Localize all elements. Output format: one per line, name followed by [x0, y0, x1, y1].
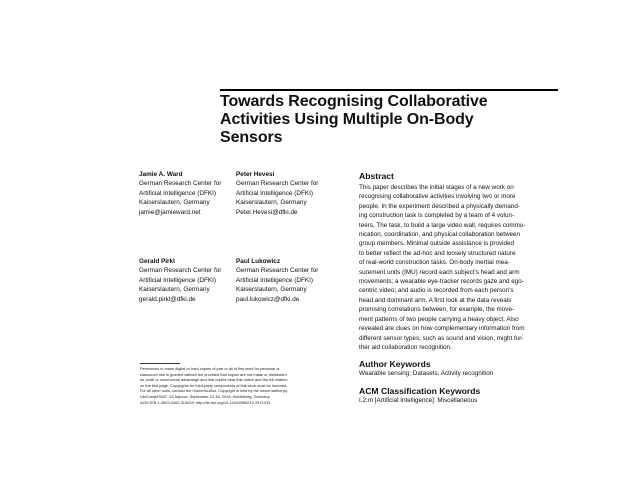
author-email: jamie@jamieward.net: [139, 208, 201, 216]
acm-classification-text: I.2.m [Artificial Intelligence]: Miscellaneous: [359, 397, 478, 404]
abstract-line: ment patterns of two people carrying a heavy object. Also: [359, 315, 519, 323]
author-affiliation: German Research Center for: [236, 267, 319, 275]
abstract-line: different sensor types, such as sound and vision, might fur-: [359, 334, 524, 342]
abstract-line: people. In the experiment described a physically demand-: [359, 202, 521, 210]
abstract-line: revealed are clues on how complementary information from: [359, 325, 525, 333]
author-email: Peter.Hevesi@dfki.de: [236, 208, 298, 216]
title-line: Activities Using Multiple On-Body: [220, 111, 474, 128]
author-affiliation: Artificial Intelligence (DFKI): [139, 276, 217, 284]
author-block-pirkl: [139, 257, 237, 304]
author-keywords-text: Wearable sensing; Datasets; Activity recognition: [359, 370, 494, 377]
abstract-line: of real-world construction tasks. On-body inertial mea-: [359, 259, 510, 267]
paper-title: [220, 93, 560, 147]
abstract-line: surement units (IMU) record each subject's head and arm: [359, 268, 520, 276]
author-affiliation: Artificial Intelligence (DFKI): [236, 189, 314, 197]
abstract-line: ther aid collaboration recognition.: [359, 343, 452, 351]
author-affiliation: German Research Center for: [139, 180, 222, 188]
abstract-line: head and dominant arm. A first look at the data reveals: [359, 296, 512, 304]
title-line: Sensors: [220, 129, 283, 146]
abstract-body: [359, 183, 569, 352]
notice-line: Permission to make digital or hard copies of part or all of this work for personal or: [140, 366, 280, 371]
abstract-line: centric video; and audio is recorded from each person's: [359, 287, 514, 295]
author-location: Kaiserslautern, Germany: [139, 286, 210, 294]
notice-line: on the first page. Copyrights for third-party components of this work must be honored.: [140, 382, 288, 388]
notice-line: UbiComp/ISWC '16 Adjunct, September 12-16, 2016, Heidelberg, Germany: [140, 393, 270, 399]
author-name: Jamie A. Ward: [139, 171, 183, 178]
abstract-line: to better reflect the ad-hoc and loosely structured nature: [359, 249, 516, 257]
title-line: Towards Recognising Collaborative: [220, 93, 488, 110]
abstract-line: ing construction task is completed by a team of 4 volun-: [359, 212, 515, 220]
author-affiliation: German Research Center for: [139, 267, 222, 275]
notice-line: for profit or commercial advantage and that copies bear this notice and the full citation: [140, 377, 288, 383]
abstract-line: This paper describes the initial stages of a new work on: [359, 184, 514, 191]
abstract-heading: Abstract: [359, 171, 394, 181]
author-name: Gerald Pirkl: [139, 258, 175, 265]
author-affiliation: Artificial Intelligence (DFKI): [139, 189, 217, 197]
notice-line: For all other uses, contact the Owner/Author. Copyright is held by the owner/author(s).: [140, 388, 289, 394]
abstract-line: recognising collaborative activities involving two or more: [359, 193, 516, 201]
author-email: gerald.pirkl@dfki.de: [139, 295, 196, 303]
author-affiliation: German Research Center for: [236, 180, 319, 188]
author-block-ward: [139, 170, 237, 217]
author-location: Kaiserslautern, Germany: [236, 286, 307, 294]
author-name: Paul Lukowicz: [236, 258, 281, 265]
author-email: paul.lukowicz@dfki.de: [236, 295, 300, 303]
acm-classification-heading: ACM Classification Keywords: [359, 386, 481, 396]
abstract-line: nication, coordination, and physical collaboration between: [359, 231, 521, 239]
permission-notice: [140, 366, 340, 405]
author-location: Kaiserslautern, Germany: [139, 199, 210, 207]
abstract-line: promising correlations between, for example, the move-: [359, 306, 515, 314]
notice-line: ACM 978-1-4503-4462-3/16/09. http://dx.doi.org/10.1145/2968219.2971433: [140, 399, 271, 405]
abstract-line: teers. The task, to build a large video wall, requires commu-: [359, 221, 526, 229]
abstract-line: group members. Minimal outside assistance is provided: [359, 240, 515, 248]
author-location: Kaiserslautern, Germany: [236, 199, 307, 207]
notice-line: classroom use is granted without fee provided that copies are not made or distributed: [140, 371, 287, 377]
author-keywords-heading: Author Keywords: [359, 359, 431, 369]
title-rule: [220, 89, 558, 91]
author-block-hevesi: [236, 170, 334, 217]
notice-divider: [140, 363, 180, 364]
author-affiliation: Artificial Intelligence (DFKI): [236, 276, 314, 284]
author-block-lukowicz: [236, 257, 334, 304]
abstract-line: movements; a wearable eye-tracker records gaze and ego-: [359, 278, 524, 286]
author-name: Peter Hevesi: [236, 171, 275, 178]
